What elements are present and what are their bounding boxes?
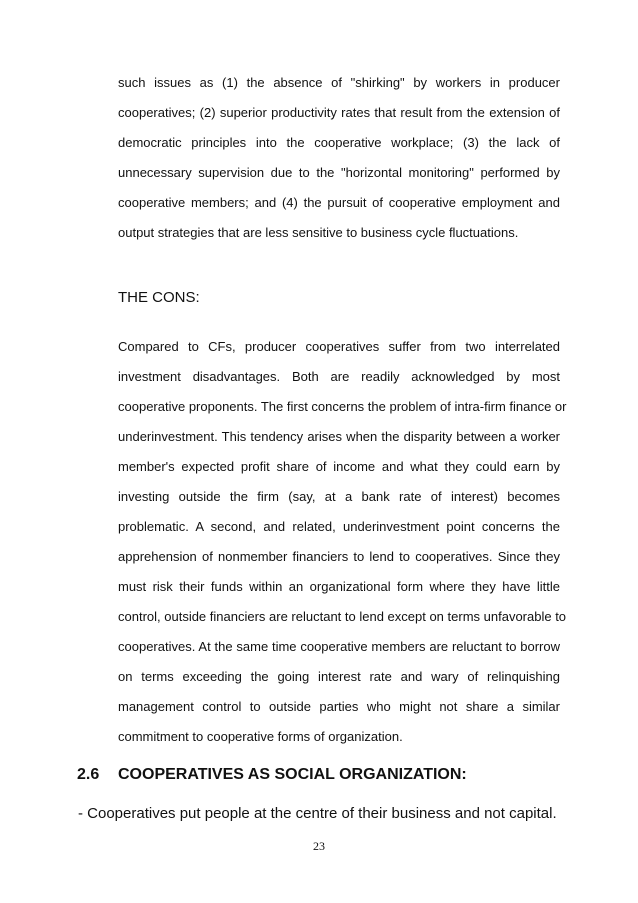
paragraph-line: Compared to CFs, producer cooperatives suffer from two interrelated (118, 339, 560, 354)
section-title: COOPERATIVES AS SOCIAL ORGANIZATION: (118, 766, 467, 783)
paragraph-line: must risk their funds within an organizational form where they have little (118, 579, 560, 594)
paragraph-line: apprehension of nonmember financiers to lend to cooperatives. Since they (118, 549, 560, 564)
paragraph-line: member's expected profit share of income and what they could earn by (118, 459, 560, 474)
paragraph-line: underinvestment. This tendency arises when the disparity between a worker (118, 429, 560, 444)
section-number: 2.6 (77, 766, 100, 783)
paragraph-line: control, outside financiers are reluctant to lend except on terms unfavorable to (118, 609, 567, 624)
paragraph-line: cooperative members; and (4) the pursuit of cooperative employment and (118, 195, 560, 210)
paragraph-line: problematic. A second, and related, underinvestment point concerns the (118, 519, 560, 534)
paragraph-line: cooperatives; (2) superior productivity rates that result from the extension of (118, 105, 560, 120)
paragraph-line: investment disadvantages. Both are readily acknowledged by most (118, 369, 560, 384)
cons-heading: THE CONS: (118, 289, 200, 306)
paragraph-line: such issues as (1) the absence of "shirking" by workers in producer (118, 75, 560, 90)
paragraph-line: cooperative proponents. The first concerns the problem of intra-firm finance or (118, 399, 567, 414)
paragraph-line: unnecessary supervision due to the "horizontal monitoring" performed by (118, 165, 560, 180)
paragraph-line: output strategies that are less sensitive to business cycle fluctuations. (118, 225, 519, 240)
page-number: 23 (313, 839, 325, 853)
paragraph-line: investing outside the firm (say, at a bank rate of interest) becomes (118, 489, 560, 504)
paragraph-line: cooperatives. At the same time cooperative members are reluctant to borrow (118, 639, 560, 654)
paragraph-line: democratic principles into the cooperative workplace; (3) the lack of (118, 135, 560, 150)
bullet-line: - Cooperatives put people at the centre of their business and not capital. (78, 805, 557, 822)
section-heading (77, 764, 597, 786)
paragraph-line: commitment to cooperative forms of organization. (118, 729, 403, 744)
paragraph-line: on terms exceeding the going interest rate and wary of relinquishing (118, 669, 560, 684)
paragraph-line: management control to outside parties who might not share a similar (118, 699, 560, 714)
